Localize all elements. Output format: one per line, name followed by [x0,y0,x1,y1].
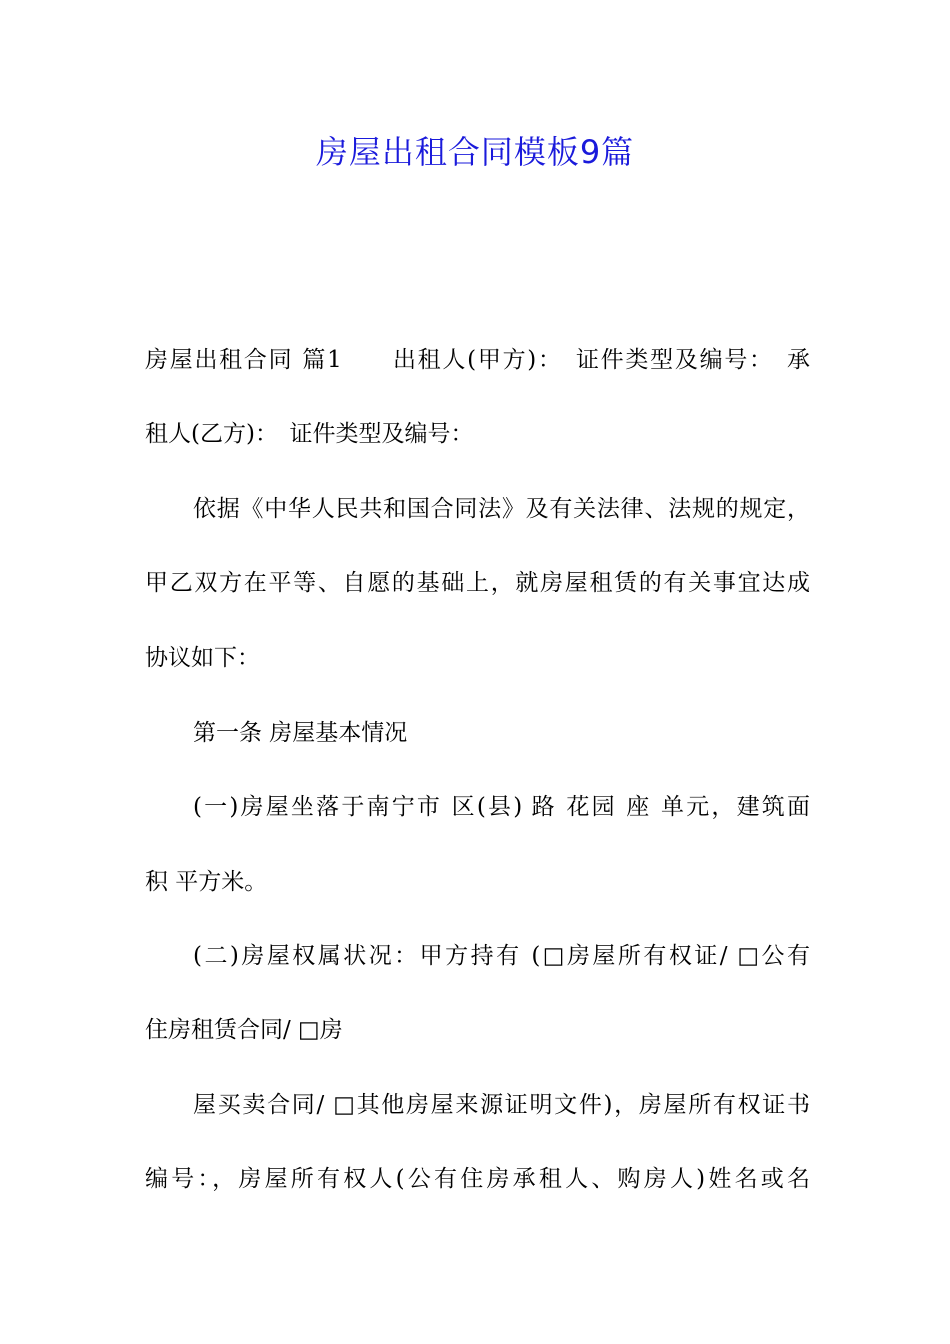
body-line-3: 依据《中华人民共和国合同法》及有关法律、法规的规定， [193,496,810,522]
body-line-11: 屋买卖合同/ □其他房屋来源证明文件)，房屋所有权证书 [193,1092,810,1118]
document-title: 房屋出租合同模板9篇 [315,133,635,171]
section-heading-1: 第一条 房屋基本情况 [193,720,408,746]
body-line-1: 房屋出租合同 篇1 出租人(甲方)： 证件类型及编号： 承 [145,347,810,373]
body-line-5: 协议如下： [145,645,260,671]
body-line-9: (二)房屋权属状况：甲方持有 (□房屋所有权证/ □公有 [193,943,810,969]
body-line-10: 住房租赁合同/ □房 [145,1017,343,1043]
body-line-4: 甲乙双方在平等、自愿的基础上，就房屋租赁的有关事宜达成 [145,570,810,596]
body-line-7: (一)房屋坐落于南宁市 区(县) 路 花园 座 单元，建筑面 [193,794,810,820]
body-line-12: 编号：，房屋所有权人(公有住房承租人、购房人)姓名或名 [145,1166,810,1192]
body-line-8: 积 平方米。 [145,869,268,895]
body-line-2: 租人(乙方)： 证件类型及编号： [145,421,474,447]
